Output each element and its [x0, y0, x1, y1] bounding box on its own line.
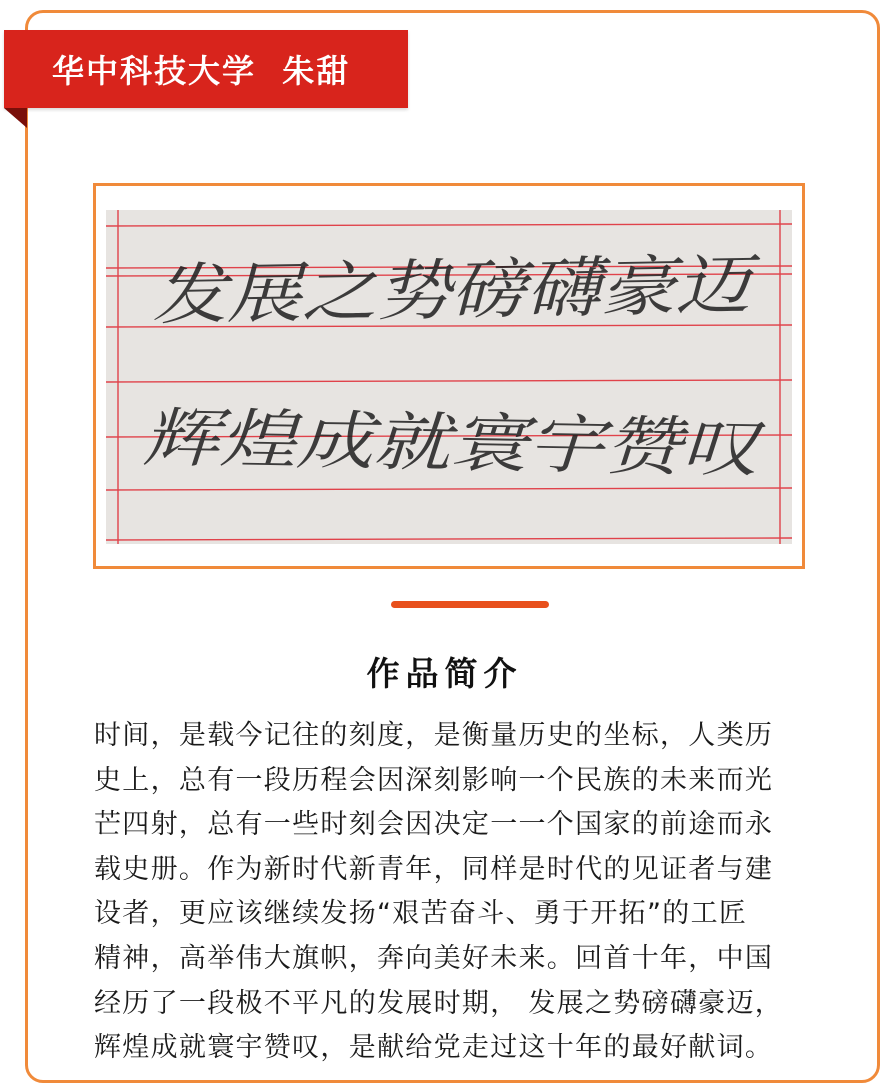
intro-line: 载史册。作为新时代新青年，同样是时代的见证者与建	[94, 853, 774, 885]
intro-line: 芒四射，总有一些时刻会因决定一一个国家的前途而永	[94, 809, 774, 841]
intro-paragraph	[94, 714, 854, 1071]
calligraphy-photo	[106, 210, 792, 544]
intro-line: 史上，总有一段历程会因深刻影响一个民族的未来而光	[94, 764, 774, 796]
banner-fold	[4, 108, 27, 128]
intro-line: 辉煌成就寰宇赞叹，是献给党走过这十年的最好献词。	[94, 1032, 774, 1064]
author-banner-text: 华中科技大学 朱甜	[52, 52, 351, 90]
section-divider	[391, 601, 549, 608]
intro-line: 设者，更应该继续发扬“艰苦奋斗、勇于开拓”的工匠	[94, 898, 748, 930]
section-title: 作品简介	[366, 654, 523, 693]
intro-line: 经历了一段极不平凡的发展时期， 发展之势磅礴豪迈，	[94, 987, 784, 1019]
calligraphy-line-1: 发展之势磅礴豪迈	[151, 247, 681, 335]
calligraphy-line-2: 辉煌成就寰宇赞叹	[141, 401, 655, 485]
intro-line: 时间，是载今记往的刻度，是衡量历史的坐标，人类历	[94, 720, 774, 751]
intro-line: 精神，高举伟大旗帜，奔向美好未来。回首十年，中国	[94, 942, 774, 974]
